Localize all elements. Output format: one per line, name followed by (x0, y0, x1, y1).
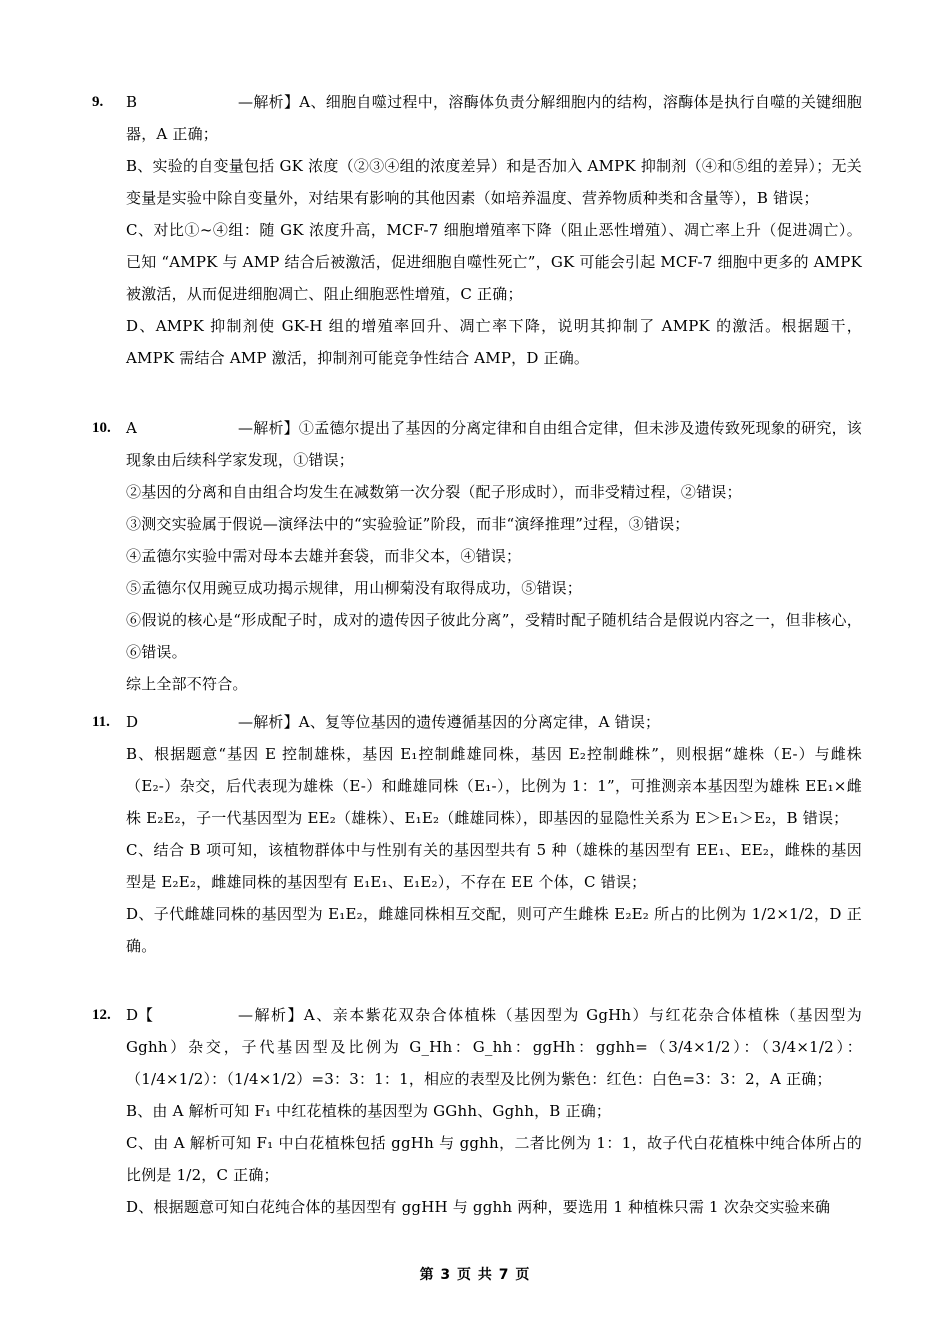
explanation-paragraph: ⑥假说的核心是“形成配子时，成对的遗传因子彼此分离”，受精时配子随机结合是假说内容之一，但非核心，⑥错误。 (126, 611, 862, 661)
question-number: 12. (92, 1007, 111, 1023)
explanation-paragraph: B、实验的自变量包括 GK 浓度（②③④组的浓度差异）和是否加入 AMPK 抑制剂（④和⑤组的差异）；无关变量是实验中除自变量外，对结果有影响的其他因素（如培养温度、营养物质种类和含量等），B 错误； (126, 157, 862, 207)
answer-letter: B (126, 93, 138, 111)
explanation-paragraph: —解析】①孟德尔提出了基因的分离定律和自由组合定律，但未涉及遗传致死现象的研究，该现象由后续科学家发现，①错误； (126, 419, 862, 469)
question-number: 11. (92, 714, 110, 730)
answer-letter: D【 (126, 1006, 154, 1024)
page-footer: 第 3 页 共 7 页 (419, 1267, 531, 1283)
explanation-paragraph: —解析】A、复等位基因的遗传遵循基因的分离定律，A 错误； (238, 713, 661, 731)
explanation-paragraph: 综上全部不符合。 (126, 675, 248, 693)
answer-letter: A (126, 419, 137, 437)
explanation-paragraph: ⑤孟德尔仅用豌豆成功揭示规律，用山柳菊没有取得成功，⑤错误； (126, 579, 583, 597)
explanation-paragraph: C、对比①~④组：随 GK 浓度升高，MCF-7 细胞增殖率下降（阻止恶性增殖）、凋亡率上升（促进凋亡）。已知 “AMPK 与 AMP 结合后被激活，促进细胞自噬性死亡”，GK 可能会引起 MCF-7 细胞中更多的 AMPK 被激活，从而促进细胞凋亡、阻止细胞恶性增殖，C 正确； (126, 221, 862, 303)
explanation-paragraph: B、由 A 解析可知 F₁ 中红花植株的基因型为 GGhh、Gghh，B 正确； (126, 1102, 612, 1120)
explanation-paragraph: —解析】A、亲本紫花双杂合体植株（基因型为 GgHh）与红花杂合体植株（基因型为 Gghh）杂交，子代基因型及比例为 G_Hh：G_hh：ggHh：gghh=（3/4×1/2）：（3/4×1/2）：（1/4×1/2）：（1/4×1/2）=3：3：1：1，相应的表型及比例为紫色：红色：白色=3：3：2，A 正确； (126, 1006, 862, 1088)
explanation-paragraph: ③测交实验属于假说—演绎法中的“实验验证”阶段，而非“演绎推理”过程，③错误； (126, 515, 690, 533)
explanation-paragraph: ④孟德尔实验中需对母本去雄并套袋，而非父本，④错误； (126, 547, 522, 565)
question-9 (92, 86, 862, 374)
explanation-paragraph: ②基因的分离和自由组合均发生在减数第一次分裂（配子形成时），而非受精过程，②错误； (126, 483, 742, 501)
answer-letter: D (126, 713, 139, 731)
explanation-paragraph: B、根据题意“基因 E 控制雄株，基因 E₁控制雌雄同株，基因 E₂控制雌株”，则根据“雄株（E-）与雌株（E₂-）杂交，后代表现为雄株（E-）和雌雄同株（E₁-），比例为 1：1”，可推测亲本基因型为雄株 EE₁×雌株 E₂E₂，子一代基因型为 EE₂（雄株）、E₁E₂（雌雄同株），即基因的显隐性关系为 E＞E₁＞E₂，B 错误； (126, 745, 862, 827)
explanation-paragraph: —解析】A、细胞自噬过程中，溶酶体负责分解细胞内的结构，溶酶体是执行自噬的关键细胞器，A 正确； (126, 93, 862, 143)
question-number: 10. (92, 420, 111, 436)
explanation-paragraph: D、根据题意可知白花纯合体的基因型有 ggHH 与 gghh 两种，要选用 1 种植株只需 1 次杂交实验来确 (126, 1198, 831, 1216)
explanation-paragraph: D、AMPK 抑制剂使 GK-H 组的增殖率回升、凋亡率下降，说明其抑制了 AMPK 的激活。根据题干，AMPK 需结合 AMP 激活，抑制剂可能竞争性结合 AMP，D 正确。 (126, 317, 862, 367)
question-11 (92, 706, 862, 962)
question-12 (92, 999, 862, 1223)
explanation-paragraph: C、结合 B 项可知，该植物群体中与性别有关的基因型共有 5 种（雄株的基因型有 EE₁、EE₂，雌株的基因型是 E₂E₂，雌雄同株的基因型有 E₁E₁、E₁E₂），不存在 EE 个体，C 错误； (126, 841, 862, 891)
question-number: 9. (92, 94, 104, 110)
question-10 (92, 412, 862, 700)
explanation-paragraph: D、子代雌雄同株的基因型为 E₁E₂，雌雄同株相互交配，则可产生雌株 E₂E₂ 所占的比例为 1/2×1/2，D 正确。 (126, 905, 862, 955)
explanation-paragraph: C、由 A 解析可知 F₁ 中白花植株包括 ggHh 与 gghh，二者比例为 1：1，故子代白花植株中纯合体所占的比例是 1/2，C 正确； (126, 1134, 862, 1184)
